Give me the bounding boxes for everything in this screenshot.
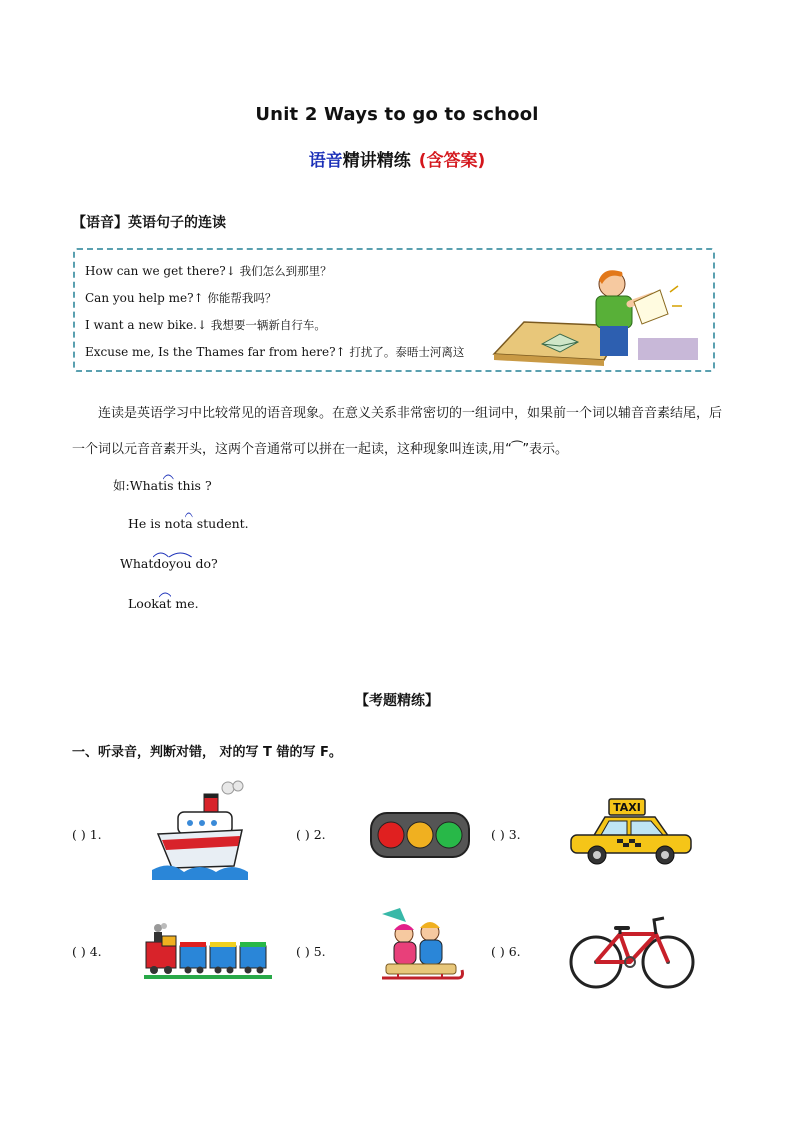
answer-blank-2[interactable]: ( ) 2. — [296, 827, 326, 842]
boy-with-letter-illustration — [484, 262, 698, 366]
subtitle-practice: 精讲精练 — [342, 151, 411, 171]
example-word: student. — [192, 516, 249, 531]
sentence-line-2 — [85, 290, 276, 306]
sentence-en: Can you help me?↑ — [85, 291, 204, 305]
liaison-explanation: 连读是英语学习中比较常见的语音现象。在意义关系非常密切的一组词中，如果前一个词以辅音音素结尾，后一个词以元音音素开头，这两个音通常可以拼在一起读，这种现象叫连读,用“⁀”表示。 — [72, 406, 723, 457]
taxi-sign-text: TAXI — [613, 801, 641, 814]
linked-word — [185, 516, 192, 531]
linked-word — [163, 478, 173, 493]
subtitle-phonics: 语音 — [308, 151, 343, 171]
example-word: you — [168, 556, 192, 571]
liaison-arc — [159, 590, 171, 598]
sentence-en: I want a new bike.↓ — [85, 318, 207, 332]
example-word: is — [163, 478, 174, 493]
sentence-cn: 我想要一辆新自行车。 — [210, 318, 326, 332]
answer-blank-1[interactable]: ( ) 1. — [72, 827, 102, 842]
example-word: What — [120, 556, 154, 571]
liaison-arc — [169, 550, 192, 558]
train-icon — [144, 922, 272, 980]
sentence-line-4 — [85, 344, 464, 360]
answer-blank-4[interactable]: ( ) 4. — [72, 944, 102, 959]
sentence-cn: 我们怎么到那里？ — [239, 264, 332, 278]
linked-word — [153, 556, 169, 571]
example-4 — [128, 596, 199, 611]
sentence-line-1 — [85, 263, 332, 279]
example-word: this ? — [173, 478, 212, 493]
example-word: He is — [128, 516, 165, 531]
liaison-arc — [163, 472, 173, 480]
liaison-arc — [153, 550, 169, 558]
linked-word: What — [129, 478, 164, 493]
phonics-header: 【语音】英语句子的连读 — [72, 215, 226, 231]
sentence-cn: 打扰了。泰晤士河离这 — [349, 345, 465, 359]
example-prefix: 如: — [113, 478, 130, 493]
example-word: do? — [191, 556, 218, 571]
subtitle-answers: (含答案) — [418, 151, 486, 171]
page-title: Unit 2 Ways to go to school — [255, 104, 539, 125]
linked-word: not — [164, 516, 186, 531]
sentence-line-3 — [85, 317, 326, 333]
example-word: Look — [128, 596, 159, 611]
example-word: at — [158, 596, 172, 611]
bicycle-icon — [566, 912, 698, 990]
answer-blank-5[interactable]: ( ) 5. — [296, 944, 326, 959]
sentence-en: How can we get there?↓ — [85, 264, 236, 278]
answer-blank-3[interactable]: ( ) 3. — [491, 827, 521, 842]
example-word: do — [153, 556, 169, 571]
question-1-header: 一、听录音，判断对错， 对的写 T 错的写 F。 — [72, 745, 342, 760]
sentence-cn: 你能帮我吗？ — [207, 291, 277, 305]
example-word: a — [185, 516, 193, 531]
exam-practice-header: 【考题精练】 — [355, 693, 439, 709]
example-1 — [113, 476, 212, 494]
example-2 — [128, 516, 249, 531]
linked-word — [169, 556, 192, 571]
page-subtitle — [0, 146, 794, 171]
sled-icon — [378, 906, 464, 990]
linked-word — [159, 596, 171, 611]
example-word: me. — [171, 596, 199, 611]
ship-icon — [150, 780, 250, 884]
example-3 — [120, 556, 218, 571]
traffic-light-icon — [370, 812, 470, 858]
taxi-icon — [569, 797, 693, 865]
answer-blank-6[interactable]: ( ) 6. — [491, 944, 521, 959]
sentence-en: Excuse me, Is the Thames far from here?↑ — [85, 345, 346, 359]
liaison-arc — [185, 510, 192, 518]
